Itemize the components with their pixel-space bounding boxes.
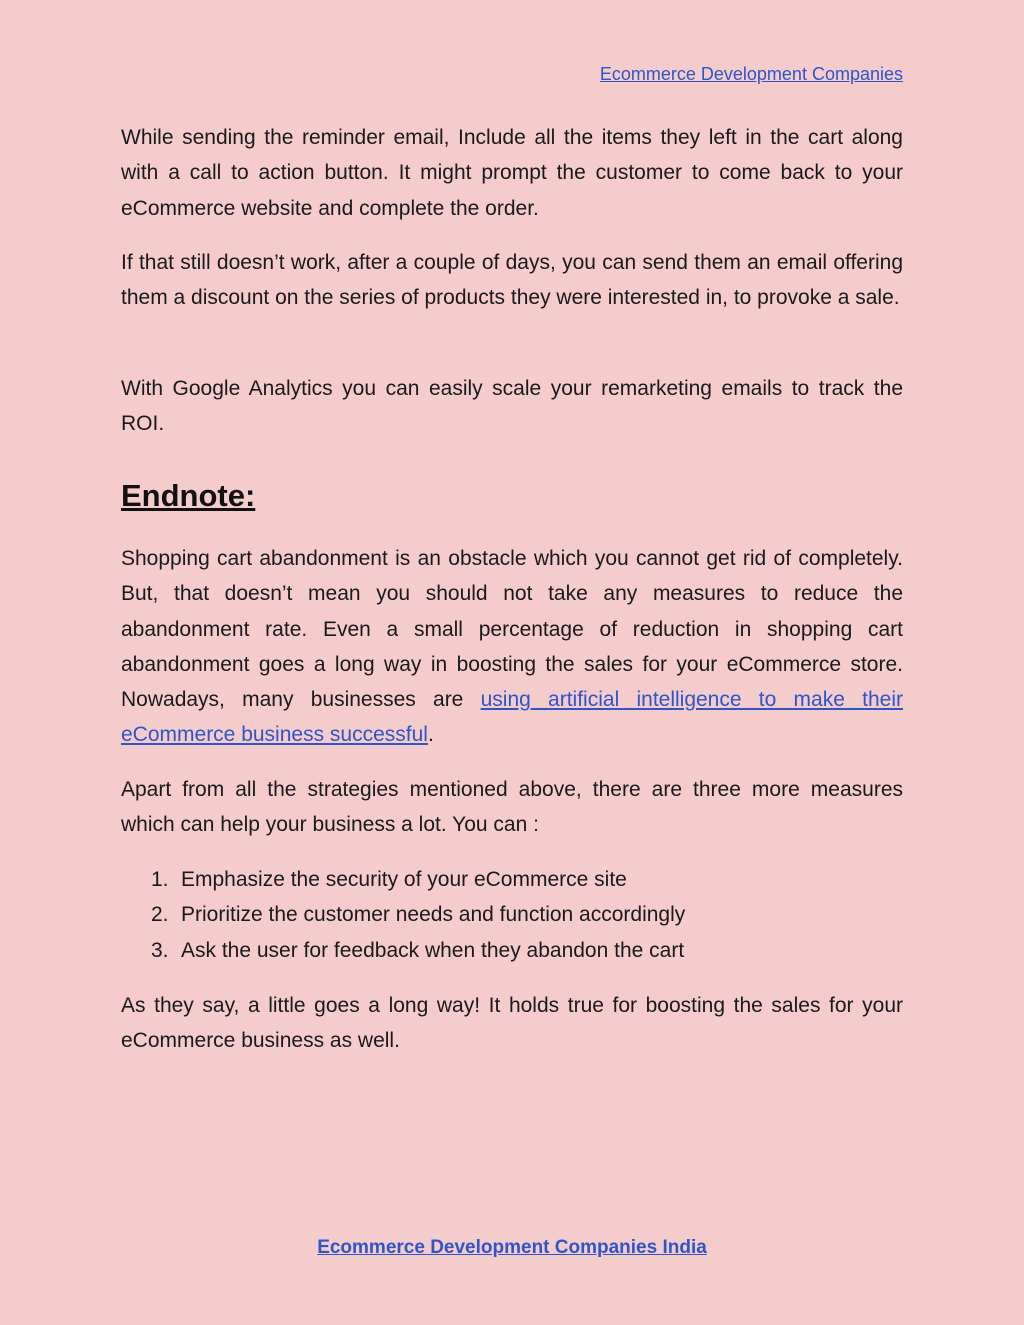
ai-article-link[interactable]: using artificial intelligence to make their eCommerce business successful <box>121 688 903 747</box>
list-number: 3. <box>151 938 169 962</box>
paragraph-closing: As they say, a little goes a long way! It holds true for boosting the sales for your eCommerce business as well. <box>121 994 903 1053</box>
endnote-heading: Endnote: <box>121 478 256 513</box>
list-item-text: Ask the user for feedback when they abandon the cart <box>181 938 685 962</box>
paragraph-cart-abandonment <box>121 541 903 753</box>
measures-list <box>151 862 685 968</box>
paragraph-discount-email: If that still doesn’t work, after a couple of days, you can send them an email offering them a discount on the series of products they were interested in, to provoke a sale. <box>121 251 903 310</box>
list-number: 2. <box>151 903 169 927</box>
paragraph-cart-abandonment-text: Shopping cart abandonment is an obstacle which you cannot get rid of completely. But, that doesn’t mean you should not take any measures to reduce the abandonment rate. Even a small percentage of reduction in shopping cart abandonment goes a long way in boosting the sales for your eCommerce store. Nowadays, many businesses are <box>121 547 903 712</box>
paragraph-end-period: . <box>427 723 434 747</box>
list-item <box>151 862 685 897</box>
header-link[interactable]: Ecommerce Development Companies <box>599 64 903 84</box>
list-item <box>151 933 685 968</box>
list-item-text: Emphasize the security of your eCommerce site <box>181 868 627 891</box>
paragraph-more-measures: Apart from all the strategies mentioned above, there are three more measures which can help your business a lot. You can : <box>121 778 903 837</box>
paragraph-google-analytics: With Google Analytics you can easily scale your remarketing emails to track the ROI. <box>121 377 903 436</box>
footer-link[interactable]: Ecommerce Development Companies India <box>317 1237 707 1258</box>
list-number: 1. <box>151 868 169 891</box>
list-item <box>151 897 685 932</box>
list-item-text: Prioritize the customer needs and function accordingly <box>181 903 686 927</box>
paragraph-reminder-email: While sending the reminder email, Include all the items they left in the cart along with a call to action button. It might prompt the customer to come back to your eCommerce website and complete the order. <box>121 126 903 220</box>
